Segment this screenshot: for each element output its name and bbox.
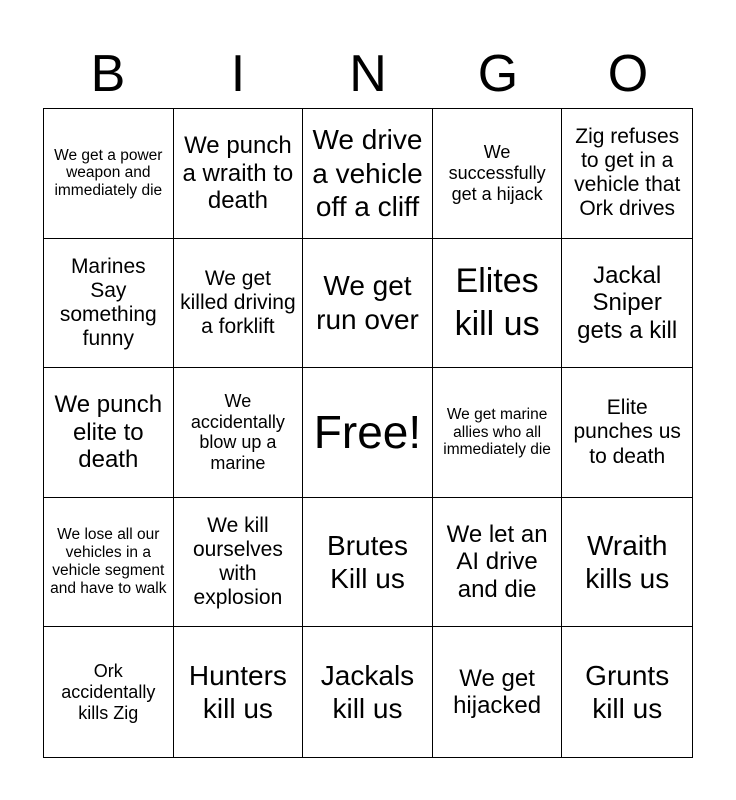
- bingo-cell[interactable]: Zig refuses to get in a vehicle that Ork drives: [562, 109, 692, 239]
- bingo-cell[interactable]: We get hijacked: [433, 627, 563, 757]
- header-letter-o: O: [607, 45, 649, 103]
- header-letter-i: I: [230, 45, 246, 103]
- bingo-cell[interactable]: We punch a wraith to death: [174, 109, 304, 239]
- bingo-cell[interactable]: We lose all our vehicles in a vehicle segment and have to walk: [44, 498, 174, 628]
- bingo-cell[interactable]: Jackals kill us: [303, 627, 433, 757]
- bingo-cell[interactable]: Marines Say something funny: [44, 239, 174, 369]
- bingo-cell[interactable]: We punch elite to death: [44, 368, 174, 498]
- header-letter-n: N: [349, 45, 387, 103]
- bingo-cell[interactable]: Ork accidentally kills Zig: [44, 627, 174, 757]
- header-letter-b: B: [90, 45, 126, 103]
- bingo-cell[interactable]: We successfully get a hijack: [433, 109, 563, 239]
- bingo-cell[interactable]: Wraith kills us: [562, 498, 692, 628]
- bingo-header: [43, 40, 693, 108]
- bingo-cell[interactable]: We get run over: [303, 239, 433, 369]
- bingo-cell[interactable]: We kill ourselves with explosion: [174, 498, 304, 628]
- bingo-cell[interactable]: We get marine allies who all immediately die: [433, 368, 563, 498]
- bingo-cell[interactable]: Jackal Sniper gets a kill: [562, 239, 692, 369]
- bingo-cell[interactable]: We accidentally blow up a marine: [174, 368, 304, 498]
- bingo-cell[interactable]: We drive a vehicle off a cliff: [303, 109, 433, 239]
- bingo-cell[interactable]: We let an AI drive and die: [433, 498, 563, 628]
- bingo-cell[interactable]: Hunters kill us: [174, 627, 304, 757]
- bingo-cell[interactable]: Grunts kill us: [585, 659, 670, 725]
- header-letter-g: G: [477, 45, 519, 103]
- bingo-cell[interactable]: We get a power weapon and immediately die: [44, 109, 174, 239]
- bingo-cell[interactable]: Elites kill us: [433, 239, 563, 369]
- bingo-cell[interactable]: We get killed driving a forklift: [174, 239, 304, 369]
- bingo-cell[interactable]: Elite punches us to death: [562, 368, 692, 498]
- bingo-card-grid: [43, 108, 693, 758]
- bingo-cell[interactable]: Brutes Kill us: [303, 498, 433, 628]
- free-space-cell[interactable]: Free!: [303, 368, 433, 498]
